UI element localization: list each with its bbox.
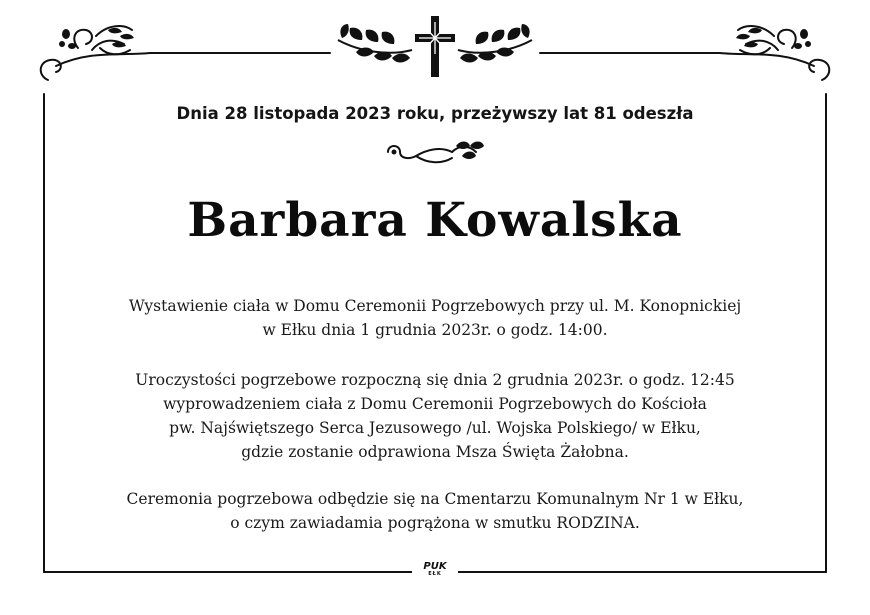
paragraph-line: Wystawienie ciała w Domu Ceremonii Pogrzebowych przy ul. M. Konopnickiej bbox=[128, 297, 742, 315]
puk-logo bbox=[412, 562, 458, 577]
cemetery-paragraph bbox=[60, 487, 810, 535]
corner-flourish-right-icon bbox=[720, 26, 829, 80]
laurel-branch-left-icon bbox=[338, 24, 412, 63]
logo-sub-text: EŁK bbox=[428, 571, 442, 577]
paragraph-line: w Ełku dnia 1 grudnia 2023r. o godz. 14:00. bbox=[262, 321, 608, 339]
paragraph-line: wyprowadzeniem ciała z Domu Ceremonii Pogrzebowych do Kościoła bbox=[163, 395, 707, 413]
logo-main-text: PUK bbox=[423, 561, 447, 572]
deceased-name: Barbara Kowalska bbox=[187, 193, 683, 248]
viewing-paragraph bbox=[60, 294, 810, 342]
divider-flourish-icon bbox=[388, 142, 484, 163]
ceremony-paragraph bbox=[60, 368, 810, 464]
paragraph-line: pw. Najświętszego Serca Jezusowego /ul. Wojska Polskiego/ w Ełku, bbox=[169, 419, 701, 437]
cross-icon bbox=[415, 16, 455, 77]
laurel-branch-right-icon bbox=[458, 24, 532, 63]
paragraph-line: Uroczystości pogrzebowe rozpoczną się dnia 2 grudnia 2023r. o godz. 12:45 bbox=[135, 371, 735, 389]
corner-flourish-left-icon bbox=[41, 26, 150, 80]
intro-line: Dnia 28 listopada 2023 roku, przeżywszy lat 81 odeszła bbox=[176, 104, 694, 123]
paragraph-line: gdzie zostanie odprawiona Msza Święta Żałobna. bbox=[241, 443, 629, 461]
paragraph-line: o czym zawiadamia pogrążona w smutku RODZINA. bbox=[230, 514, 640, 532]
paragraph-line: Ceremonia pogrzebowa odbędzie się na Cmentarzu Komunalnym Nr 1 w Ełku, bbox=[126, 490, 744, 508]
